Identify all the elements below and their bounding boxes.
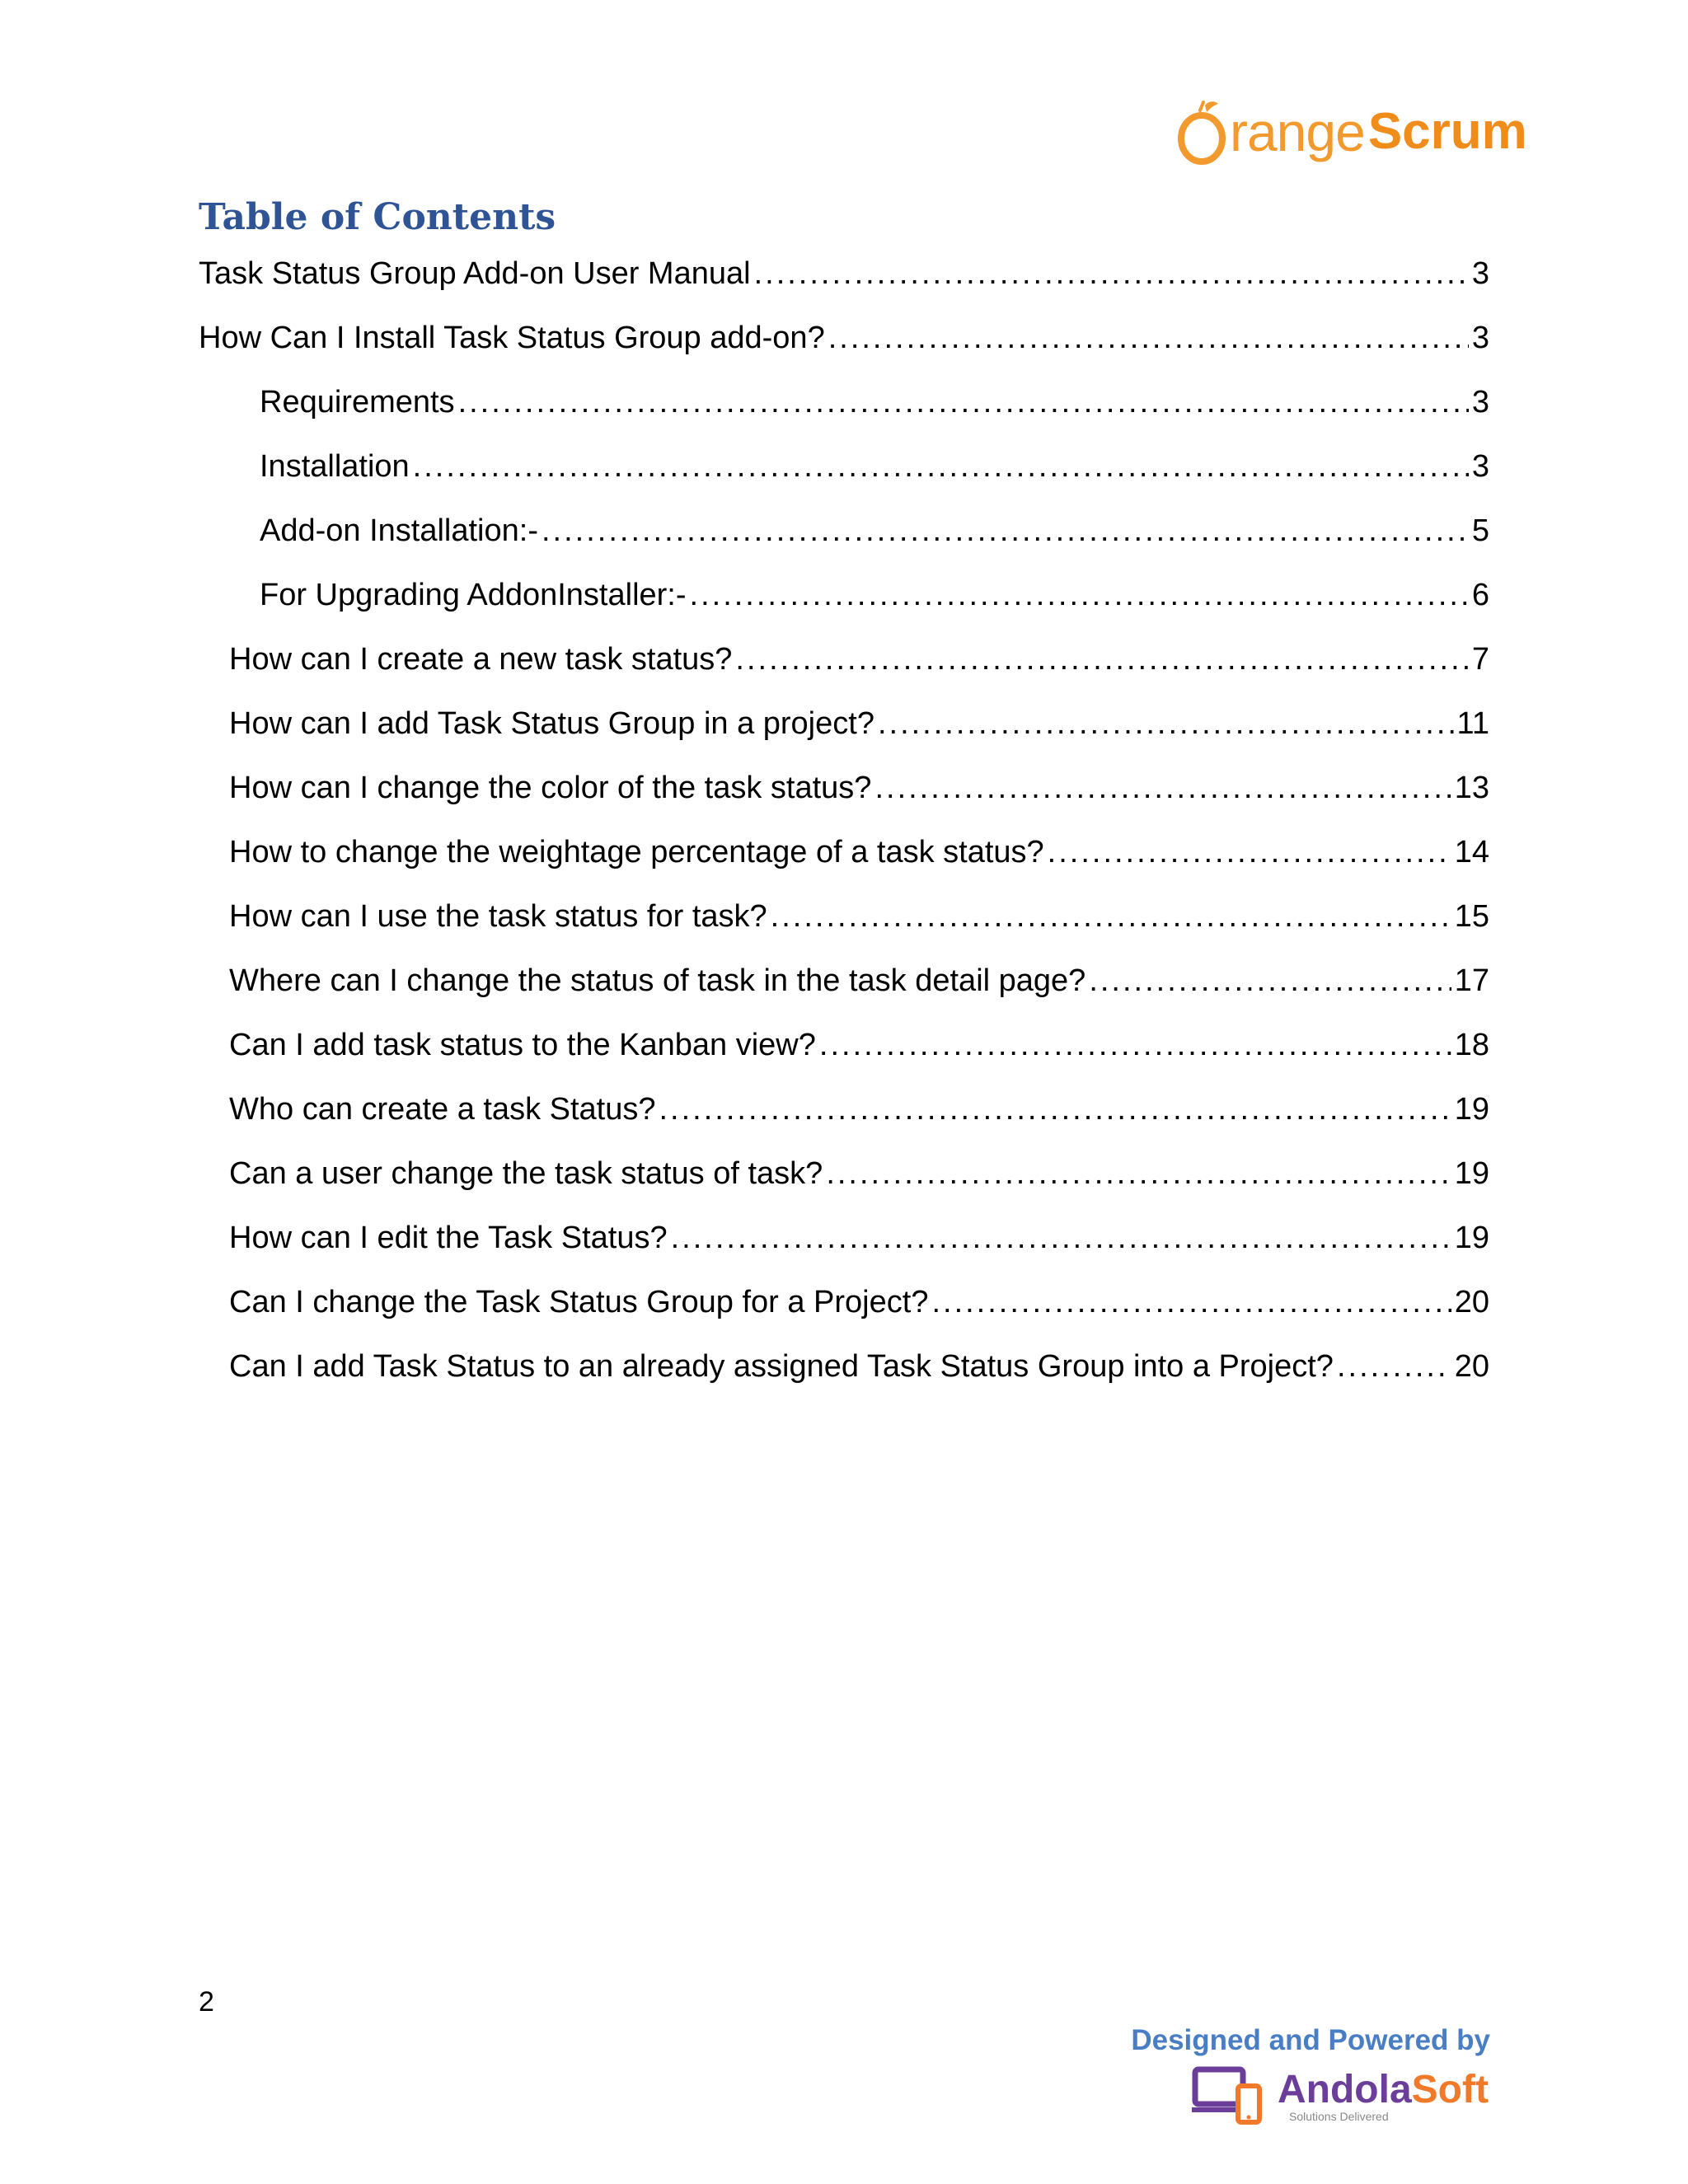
toc-entry-page: 5 (1471, 513, 1489, 548)
toc-entry-page: 11 (1456, 706, 1489, 741)
toc-entry-title: How can I use the task status for task? (229, 899, 767, 934)
toc-leader (671, 1213, 1451, 1263)
toc-leader (1048, 827, 1451, 877)
toc-entry[interactable] (229, 892, 1489, 941)
toc-entry-page: 15 (1454, 899, 1489, 934)
andolasoft-name-part2: Soft (1411, 2068, 1489, 2111)
toc-entry[interactable] (229, 763, 1489, 813)
toc-leader (458, 377, 1469, 427)
toc-entry-page: 13 (1454, 771, 1489, 805)
toc-entry-page: 19 (1454, 1221, 1489, 1255)
andolasoft-logo (1192, 2064, 1489, 2130)
toc-entry-page: 19 (1454, 1156, 1489, 1191)
toc-entry-title: For Upgrading AddonInstaller:- (260, 578, 687, 612)
toc-entry[interactable] (229, 1020, 1489, 1070)
toc-entry-page: 14 (1454, 835, 1489, 869)
toc-leader (826, 1149, 1451, 1198)
toc-entry-title: How can I add Task Status Group in a project? (229, 706, 874, 741)
toc-entry-title: Can I add Task Status to an already assigned Task Status Group into a Project? (229, 1349, 1334, 1384)
toc-entry-page: 6 (1471, 578, 1489, 612)
toc-entry-page: 3 (1471, 385, 1489, 419)
orange-o-icon (1177, 99, 1228, 165)
toc-entry[interactable] (229, 1213, 1489, 1263)
devices-icon (1192, 2064, 1264, 2130)
toc-entry-page: 17 (1454, 963, 1489, 998)
toc-entry-title: How can I edit the Task Status? (229, 1221, 668, 1255)
toc-leader (878, 699, 1454, 748)
powered-by-text: Designed and Powered by (1131, 2024, 1490, 2056)
toc-entry-title: Can I change the Task Status Group for a Project? (229, 1285, 929, 1319)
toc-entry[interactable] (260, 442, 1489, 491)
page-number: 2 (199, 1986, 214, 2018)
toc-entry-page: 7 (1471, 642, 1489, 677)
toc-entry[interactable] (260, 377, 1489, 427)
toc-entry[interactable] (229, 827, 1489, 877)
toc-leader (931, 1277, 1451, 1327)
toc-entry-title: Where can I change the status of task in the task detail page? (229, 963, 1086, 998)
toc-leader (542, 506, 1469, 555)
toc-entry-page: 19 (1454, 1092, 1489, 1127)
toc-entry-title: Add-on Installation:- (260, 513, 538, 548)
toc-leader (690, 570, 1469, 620)
toc-entry[interactable] (229, 956, 1489, 1005)
orangescrum-logo (1177, 92, 1527, 171)
toc-entry[interactable] (260, 506, 1489, 555)
logo-text-range: range (1230, 101, 1365, 162)
toc-entry-title: Who can create a task Status? (229, 1092, 656, 1127)
toc-entry-title: Installation (260, 449, 410, 484)
toc-entry-page: 3 (1471, 321, 1489, 355)
toc-title: Table of Contents (199, 196, 556, 238)
toc-leader (413, 442, 1469, 491)
toc-leader (1089, 956, 1451, 1005)
toc-entry[interactable] (229, 1342, 1489, 1391)
toc-entry[interactable] (229, 635, 1489, 684)
toc-entry-page: 20 (1454, 1349, 1489, 1384)
andolasoft-wordmark (1278, 2070, 1489, 2123)
toc-entry[interactable] (229, 699, 1489, 748)
toc-leader (819, 1020, 1451, 1070)
toc-leader (754, 249, 1469, 298)
toc-leader (828, 313, 1469, 363)
toc-entry-page: 18 (1454, 1028, 1489, 1062)
toc-leader (874, 763, 1451, 813)
toc-entry-title: Requirements (260, 385, 455, 419)
toc-entry-title: How can I change the color of the task status? (229, 771, 872, 805)
toc-entry[interactable] (229, 1277, 1489, 1327)
toc-entry-page: 20 (1454, 1285, 1489, 1319)
toc-entry[interactable] (260, 570, 1489, 620)
toc-leader (1337, 1342, 1451, 1391)
toc-entry-title: How to change the weightage percentage of a task status? (229, 835, 1044, 869)
andolasoft-name-part1: Andola (1278, 2068, 1412, 2111)
toc-entry[interactable] (199, 249, 1489, 298)
andolasoft-name (1278, 2070, 1489, 2110)
toc-entry[interactable] (229, 1149, 1489, 1198)
toc-leader (735, 635, 1468, 684)
toc-entry-title: How Can I Install Task Status Group add-on? (199, 321, 825, 355)
toc-entry[interactable] (199, 313, 1489, 363)
toc-entry-title: Can I add task status to the Kanban view? (229, 1028, 816, 1062)
toc-leader (771, 892, 1451, 941)
toc-entry-title: How can I create a new task status? (229, 642, 733, 677)
andolasoft-tagline: Solutions Delivered (1289, 2110, 1389, 2123)
toc-entry-title: Task Status Group Add-on User Manual (199, 256, 751, 291)
toc-entry-page: 3 (1471, 256, 1489, 291)
logo-text-scrum: Scrum (1367, 103, 1527, 160)
toc-entry[interactable] (229, 1085, 1489, 1134)
toc-leader (659, 1085, 1451, 1134)
toc-entry-page: 3 (1471, 449, 1489, 484)
toc-entry-title: Can a user change the task status of task? (229, 1156, 823, 1191)
